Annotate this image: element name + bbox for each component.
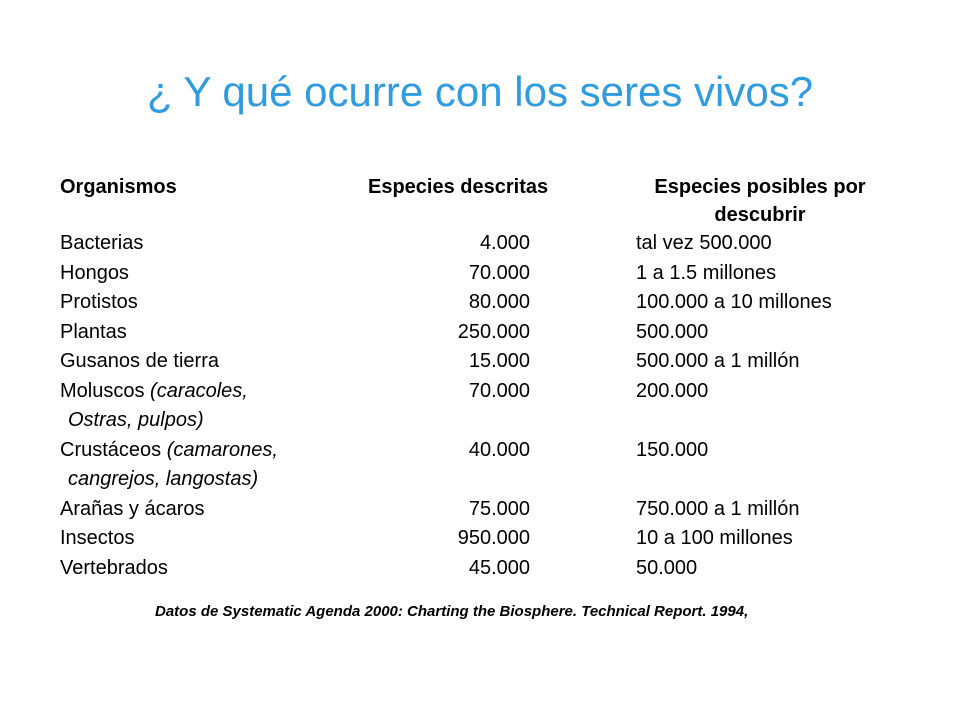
table-row [60,347,940,377]
organism-name-main: Moluscos [60,379,145,402]
possible-count: 500.000 a 1 millón [636,350,800,372]
organism-name: Plantas [60,320,127,343]
organism-name-examples: (camarones, [166,438,278,461]
described-count: 45.000 [468,556,530,579]
possible-count: 100.000 a 10 millones [636,291,832,313]
organism-name-examples: (caracoles, [150,379,248,402]
possible-count: 50.000 [636,556,698,579]
organism-name: Bacterias [60,232,144,254]
organism-name: Insectos [60,527,135,549]
table-row [60,259,940,289]
described-count: 80.000 [468,291,530,313]
described-count: 70.000 [468,261,530,284]
table-row [60,524,940,554]
table-header [60,173,940,229]
organism-name-continued: Ostras, pulpos) [68,409,204,431]
table-row [60,288,940,318]
possible-count: 750.000 a 1 millón [636,497,800,520]
described-count: 75.000 [468,497,530,520]
header-organisms: Organismos [60,176,177,198]
slide-title: ¿ Y qué ocurre con los seres vivos? [146,68,814,115]
organism-name-continued: cangrejos, langostas) [68,468,259,490]
described-count: 15.000 [468,350,530,372]
described-count: 40.000 [468,438,530,461]
possible-count: 10 a 100 millones [636,527,793,549]
species-table [60,173,940,583]
organism-name: Gusanos de tierra [60,350,219,372]
header-described: Especies descritas [368,176,549,198]
organism-name: Hongos [60,261,129,284]
header-possible-line2: descubrir [714,204,806,226]
table-row [60,554,940,584]
organism-name: Vertebrados [60,556,168,579]
organism-name: Arañas y ácaros [60,497,205,520]
described-count: 250.000 [457,320,530,343]
table-row [60,318,940,348]
table-row [60,436,940,495]
table-row [60,229,940,259]
table-row [60,377,940,436]
possible-count: 150.000 [636,438,709,461]
described-count: 4.000 [479,232,530,254]
possible-count: 500.000 [636,320,709,343]
organism-name-main: Crustáceos [60,438,162,461]
possible-count: 1 a 1.5 millones [636,261,777,284]
header-possible [610,173,910,229]
described-count: 70.000 [468,379,530,402]
organism-name: Protistos [60,291,138,313]
source-citation: Datos de Systematic Agenda 2000: Charting the Biosphere. Technical Report. 1994, [155,603,749,620]
possible-count: tal vez 500.000 [636,232,772,254]
possible-count: 200.000 [636,379,709,402]
header-possible-line1: Especies posibles por [654,176,866,198]
described-count: 950.000 [457,527,530,549]
organism-name [60,377,248,406]
organism-name [60,436,278,465]
table-row [60,495,940,525]
